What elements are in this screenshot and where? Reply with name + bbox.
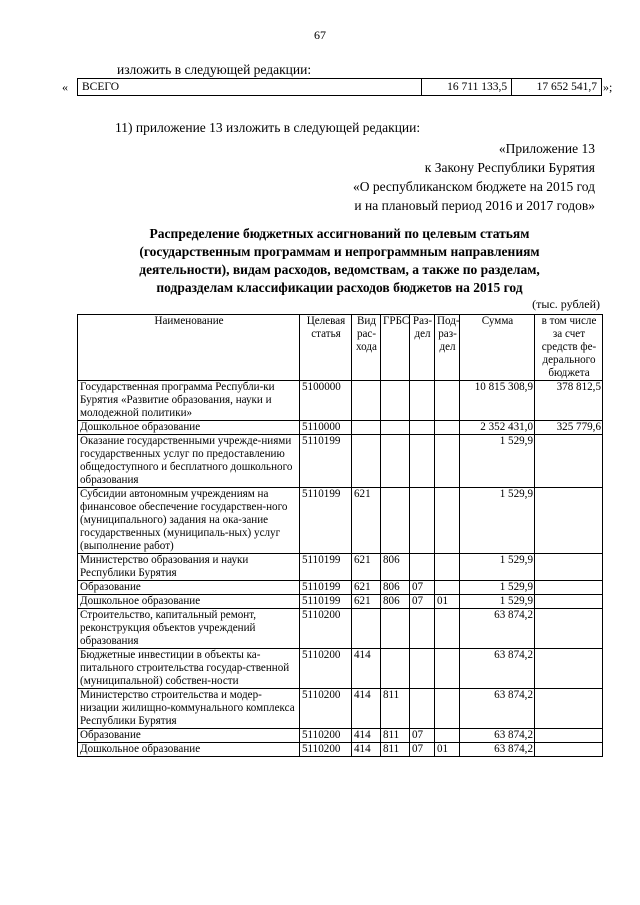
cell-name: Министерство образования и науки Республики Бурятия	[78, 554, 300, 581]
cell-grbs	[381, 649, 410, 689]
table-row	[78, 435, 603, 488]
cell-federal	[535, 729, 603, 743]
cell-podrazdel: 01	[435, 595, 460, 609]
cell-razdel	[410, 649, 435, 689]
cell-sum: 2 352 431,0	[460, 421, 535, 435]
cell-federal	[535, 435, 603, 488]
cell-podrazdel	[435, 649, 460, 689]
cell-vid: 621	[352, 488, 381, 554]
cell-vid	[352, 381, 381, 421]
units-label: (тыс. рублей)	[532, 297, 600, 311]
header-federal: в том числе за счет средств фе-дерального бюджета	[535, 315, 603, 381]
cell-target: 5110199	[300, 435, 352, 488]
header-grbs: ГРБС	[381, 315, 410, 381]
cell-federal	[535, 554, 603, 581]
cell-sum: 10 815 308,9	[460, 381, 535, 421]
intro-text: изложить в следующей редакции:	[117, 62, 312, 77]
cell-name: Министерство строительства и модер-низации жилищно-коммунального комплекса Республики Бурятия	[78, 689, 300, 729]
cell-podrazdel	[435, 581, 460, 595]
cell-vid	[352, 421, 381, 435]
cell-federal	[535, 689, 603, 729]
table-row	[78, 595, 603, 609]
cell-target: 5110200	[300, 729, 352, 743]
page-number: 67	[314, 28, 326, 42]
cell-target: 5100000	[300, 381, 352, 421]
title-line4: подразделам классификации расходов бюджетов на 2015 год	[156, 280, 523, 295]
cell-podrazdel	[435, 554, 460, 581]
total-2015: 16 711 133,5	[422, 79, 512, 96]
cell-federal	[535, 595, 603, 609]
table-row	[78, 554, 603, 581]
cell-grbs: 806	[381, 554, 410, 581]
cell-grbs	[381, 421, 410, 435]
cell-sum: 63 874,2	[460, 609, 535, 649]
cell-federal: 378 812,5	[535, 381, 603, 421]
cell-target: 5110199	[300, 488, 352, 554]
cell-vid: 621	[352, 554, 381, 581]
cell-razdel: 07	[410, 729, 435, 743]
cell-name: Субсидии автономным учреждениям на финансовое обеспечение государствен-ного (муниципального) задания на ока-зание государственных (муниципаль-ных) услуг (выполнение работ)	[78, 488, 300, 554]
cell-sum: 1 529,9	[460, 435, 535, 488]
cell-vid: 621	[352, 595, 381, 609]
budget-table	[77, 314, 603, 757]
cell-podrazdel	[435, 381, 460, 421]
table-row	[78, 488, 603, 554]
cell-target: 5110199	[300, 595, 352, 609]
cell-grbs: 811	[381, 729, 410, 743]
cell-razdel: 07	[410, 743, 435, 757]
cell-razdel	[410, 435, 435, 488]
appendix-line4: и на плановый период 2016 и 2017 годов»	[354, 198, 595, 213]
header-vid: Вид рас-хода	[352, 315, 381, 381]
cell-target: 5110200	[300, 609, 352, 649]
table-row	[78, 381, 603, 421]
cell-vid: 414	[352, 649, 381, 689]
cell-razdel	[410, 689, 435, 729]
cell-name: Дошкольное образование	[78, 743, 300, 757]
cell-sum: 1 529,9	[460, 595, 535, 609]
cell-federal	[535, 581, 603, 595]
table-row	[78, 649, 603, 689]
cell-sum: 1 529,9	[460, 554, 535, 581]
cell-vid: 621	[352, 581, 381, 595]
cell-grbs	[381, 488, 410, 554]
cell-name: Образование	[78, 581, 300, 595]
cell-name: Строительство, капитальный ремонт, реконструкция объектов учреждений образования	[78, 609, 300, 649]
cell-razdel: 07	[410, 581, 435, 595]
cell-sum: 1 529,9	[460, 581, 535, 595]
cell-federal	[535, 743, 603, 757]
cell-sum: 63 874,2	[460, 729, 535, 743]
cell-grbs: 806	[381, 595, 410, 609]
cell-podrazdel	[435, 435, 460, 488]
quote-open: «	[62, 80, 68, 94]
appendix-line2: к Закону Республики Бурятия	[424, 160, 595, 175]
cell-podrazdel	[435, 488, 460, 554]
cell-razdel: 07	[410, 595, 435, 609]
header-podrazdel: Под-раз-дел	[435, 315, 460, 381]
title-line1: Распределение бюджетных ассигнований по целевым статьям	[149, 226, 530, 241]
cell-vid	[352, 609, 381, 649]
header-target: Целевая статья	[300, 315, 352, 381]
cell-grbs	[381, 381, 410, 421]
cell-federal	[535, 488, 603, 554]
cell-podrazdel: 01	[435, 743, 460, 757]
cell-grbs	[381, 609, 410, 649]
cell-federal	[535, 649, 603, 689]
cell-target: 5110200	[300, 649, 352, 689]
table-row	[78, 729, 603, 743]
document-title	[77, 225, 602, 297]
total-label: ВСЕГО	[78, 79, 422, 96]
cell-target: 5110199	[300, 554, 352, 581]
cell-grbs: 811	[381, 689, 410, 729]
cell-vid: 414	[352, 743, 381, 757]
cell-name: Образование	[78, 729, 300, 743]
header-name: Наименование	[78, 315, 300, 381]
cell-podrazdel	[435, 609, 460, 649]
title-line2: (государственным программам и непрограммным направлениям	[139, 244, 540, 259]
cell-name: Дошкольное образование	[78, 595, 300, 609]
cell-target: 5110200	[300, 743, 352, 757]
appendix-line1: «Приложение 13	[498, 141, 595, 156]
total-row	[78, 79, 602, 96]
cell-razdel	[410, 554, 435, 581]
cell-sum: 63 874,2	[460, 689, 535, 729]
total-table	[77, 78, 602, 96]
cell-federal: 325 779,6	[535, 421, 603, 435]
title-line3: деятельности), видам расходов, ведомствам, а также по разделам,	[139, 262, 540, 277]
cell-name: Дошкольное образование	[78, 421, 300, 435]
cell-vid	[352, 435, 381, 488]
table-row	[78, 609, 603, 649]
cell-target: 5110200	[300, 689, 352, 729]
item-11: 11) приложение 13 изложить в следующей редакции:	[115, 120, 421, 135]
table-row	[78, 581, 603, 595]
cell-grbs: 806	[381, 581, 410, 595]
appendix-header	[195, 139, 595, 215]
header-sum: Сумма	[460, 315, 535, 381]
cell-razdel	[410, 609, 435, 649]
header-razdel: Раз-дел	[410, 315, 435, 381]
cell-grbs	[381, 435, 410, 488]
cell-podrazdel	[435, 421, 460, 435]
cell-razdel	[410, 421, 435, 435]
quote-close: »;	[603, 80, 613, 94]
cell-target: 5110000	[300, 421, 352, 435]
cell-name: Бюджетные инвестиции в объекты ка-питального строительства государ-ственной (муниципальной) собствен-ности	[78, 649, 300, 689]
cell-sum: 1 529,9	[460, 488, 535, 554]
table-row	[78, 743, 603, 757]
cell-podrazdel	[435, 729, 460, 743]
cell-podrazdel	[435, 689, 460, 729]
cell-target: 5110199	[300, 581, 352, 595]
cell-federal	[535, 609, 603, 649]
cell-razdel	[410, 381, 435, 421]
table-header-row	[78, 315, 603, 381]
cell-razdel	[410, 488, 435, 554]
appendix-line3: «О республиканском бюджете на 2015 год	[352, 179, 595, 194]
cell-name: Оказание государственными учрежде-ниями государственных услуг по предоставлению общедоступного и бесплатного дошкольного образования	[78, 435, 300, 488]
cell-grbs: 811	[381, 743, 410, 757]
cell-vid: 414	[352, 689, 381, 729]
table-row	[78, 689, 603, 729]
cell-sum: 63 874,2	[460, 649, 535, 689]
cell-vid: 414	[352, 729, 381, 743]
table-row	[78, 421, 603, 435]
cell-sum: 63 874,2	[460, 743, 535, 757]
total-2016: 17 652 541,7	[512, 79, 602, 96]
cell-name: Государственная программа Республи-ки Бурятия «Развитие образования, науки и молодежной политики»	[78, 381, 300, 421]
